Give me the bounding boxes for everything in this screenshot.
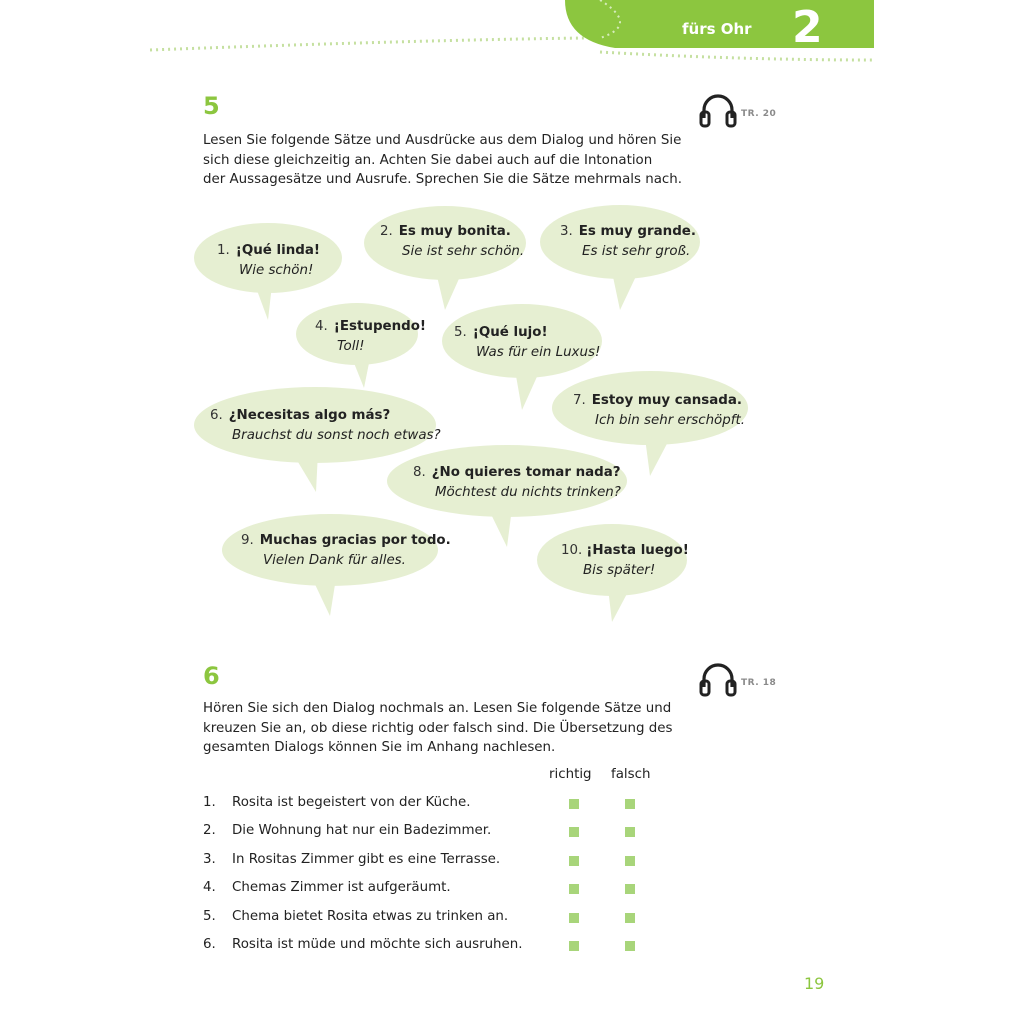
exercise-5-number: 5 [203, 92, 220, 120]
phrase-bubble: 10. ¡Hasta luego! Bis später! [561, 543, 689, 578]
checkbox-richtig-3[interactable] [569, 856, 579, 866]
column-header-richtig: richtig [549, 767, 592, 782]
checkbox-richtig-2[interactable] [569, 827, 579, 837]
phrase-bubble: 1. ¡Qué linda! Wie schön! [217, 243, 320, 278]
phrase-bubble: 4. ¡Estupendo! Toll! [315, 319, 427, 354]
phrase-bubble: 8. ¿No quieres tomar nada? Möchtest du nichts trinken? [413, 465, 621, 500]
chapter-number: 2 [792, 2, 823, 53]
checkbox-falsch-6[interactable] [625, 941, 635, 951]
checkbox-richtig-5[interactable] [569, 913, 579, 923]
checkbox-falsch-2[interactable] [625, 827, 635, 837]
checkbox-falsch-1[interactable] [625, 799, 635, 809]
phrase-bubble: 6. ¿Necesitas algo más? Brauchst du sonst noch etwas? [210, 408, 441, 443]
exercise-5-instructions: Lesen Sie folgende Sätze und Ausdrücke aus dem Dialog und hören Sie sich diese gleichzeitig an. Achten Sie dabei auch auf die Intonation der Aussagesätze und Ausrufe. Sprechen Sie die Sätze mehrmals nach. [203, 133, 683, 187]
column-header-falsch: falsch [611, 767, 651, 782]
phrase-bubble: 5. ¡Qué lujo! Was für ein Luxus! [454, 325, 601, 360]
header-label: fürs Ohr [682, 20, 752, 38]
headphones-icon[interactable] [698, 661, 738, 701]
phrase-bubble: 3. Es muy grande. Es ist sehr groß. [560, 224, 696, 259]
checkbox-richtig-1[interactable] [569, 799, 579, 809]
phrase-bubble: 2. Es muy bonita. Sie ist sehr schön. [380, 224, 525, 259]
exercise-6-instructions: Hören Sie sich den Dialog nochmals an. Lesen Sie folgende Sätze und kreuzen Sie an, ob diese richtig oder falsch sind. Die Übersetzung des gesamten Dialogs können Sie im Anhang nachlesen. [203, 701, 673, 755]
phrase-bubble: 9. Muchas gracias por todo. Vielen Dank für alles. [241, 533, 451, 568]
checkbox-falsch-4[interactable] [625, 884, 635, 894]
checkbox-falsch-5[interactable] [625, 913, 635, 923]
checkbox-falsch-3[interactable] [625, 856, 635, 866]
page-number: 19 [804, 974, 825, 993]
phrase-bubble: 7. Estoy muy cansada. Ich bin sehr erschöpft. [573, 393, 745, 428]
track-label: TR. 18 [741, 678, 777, 688]
checkbox-richtig-4[interactable] [569, 884, 579, 894]
exercise-6-number: 6 [203, 662, 220, 690]
checkbox-richtig-6[interactable] [569, 941, 579, 951]
track-label: TR. 20 [741, 109, 777, 119]
